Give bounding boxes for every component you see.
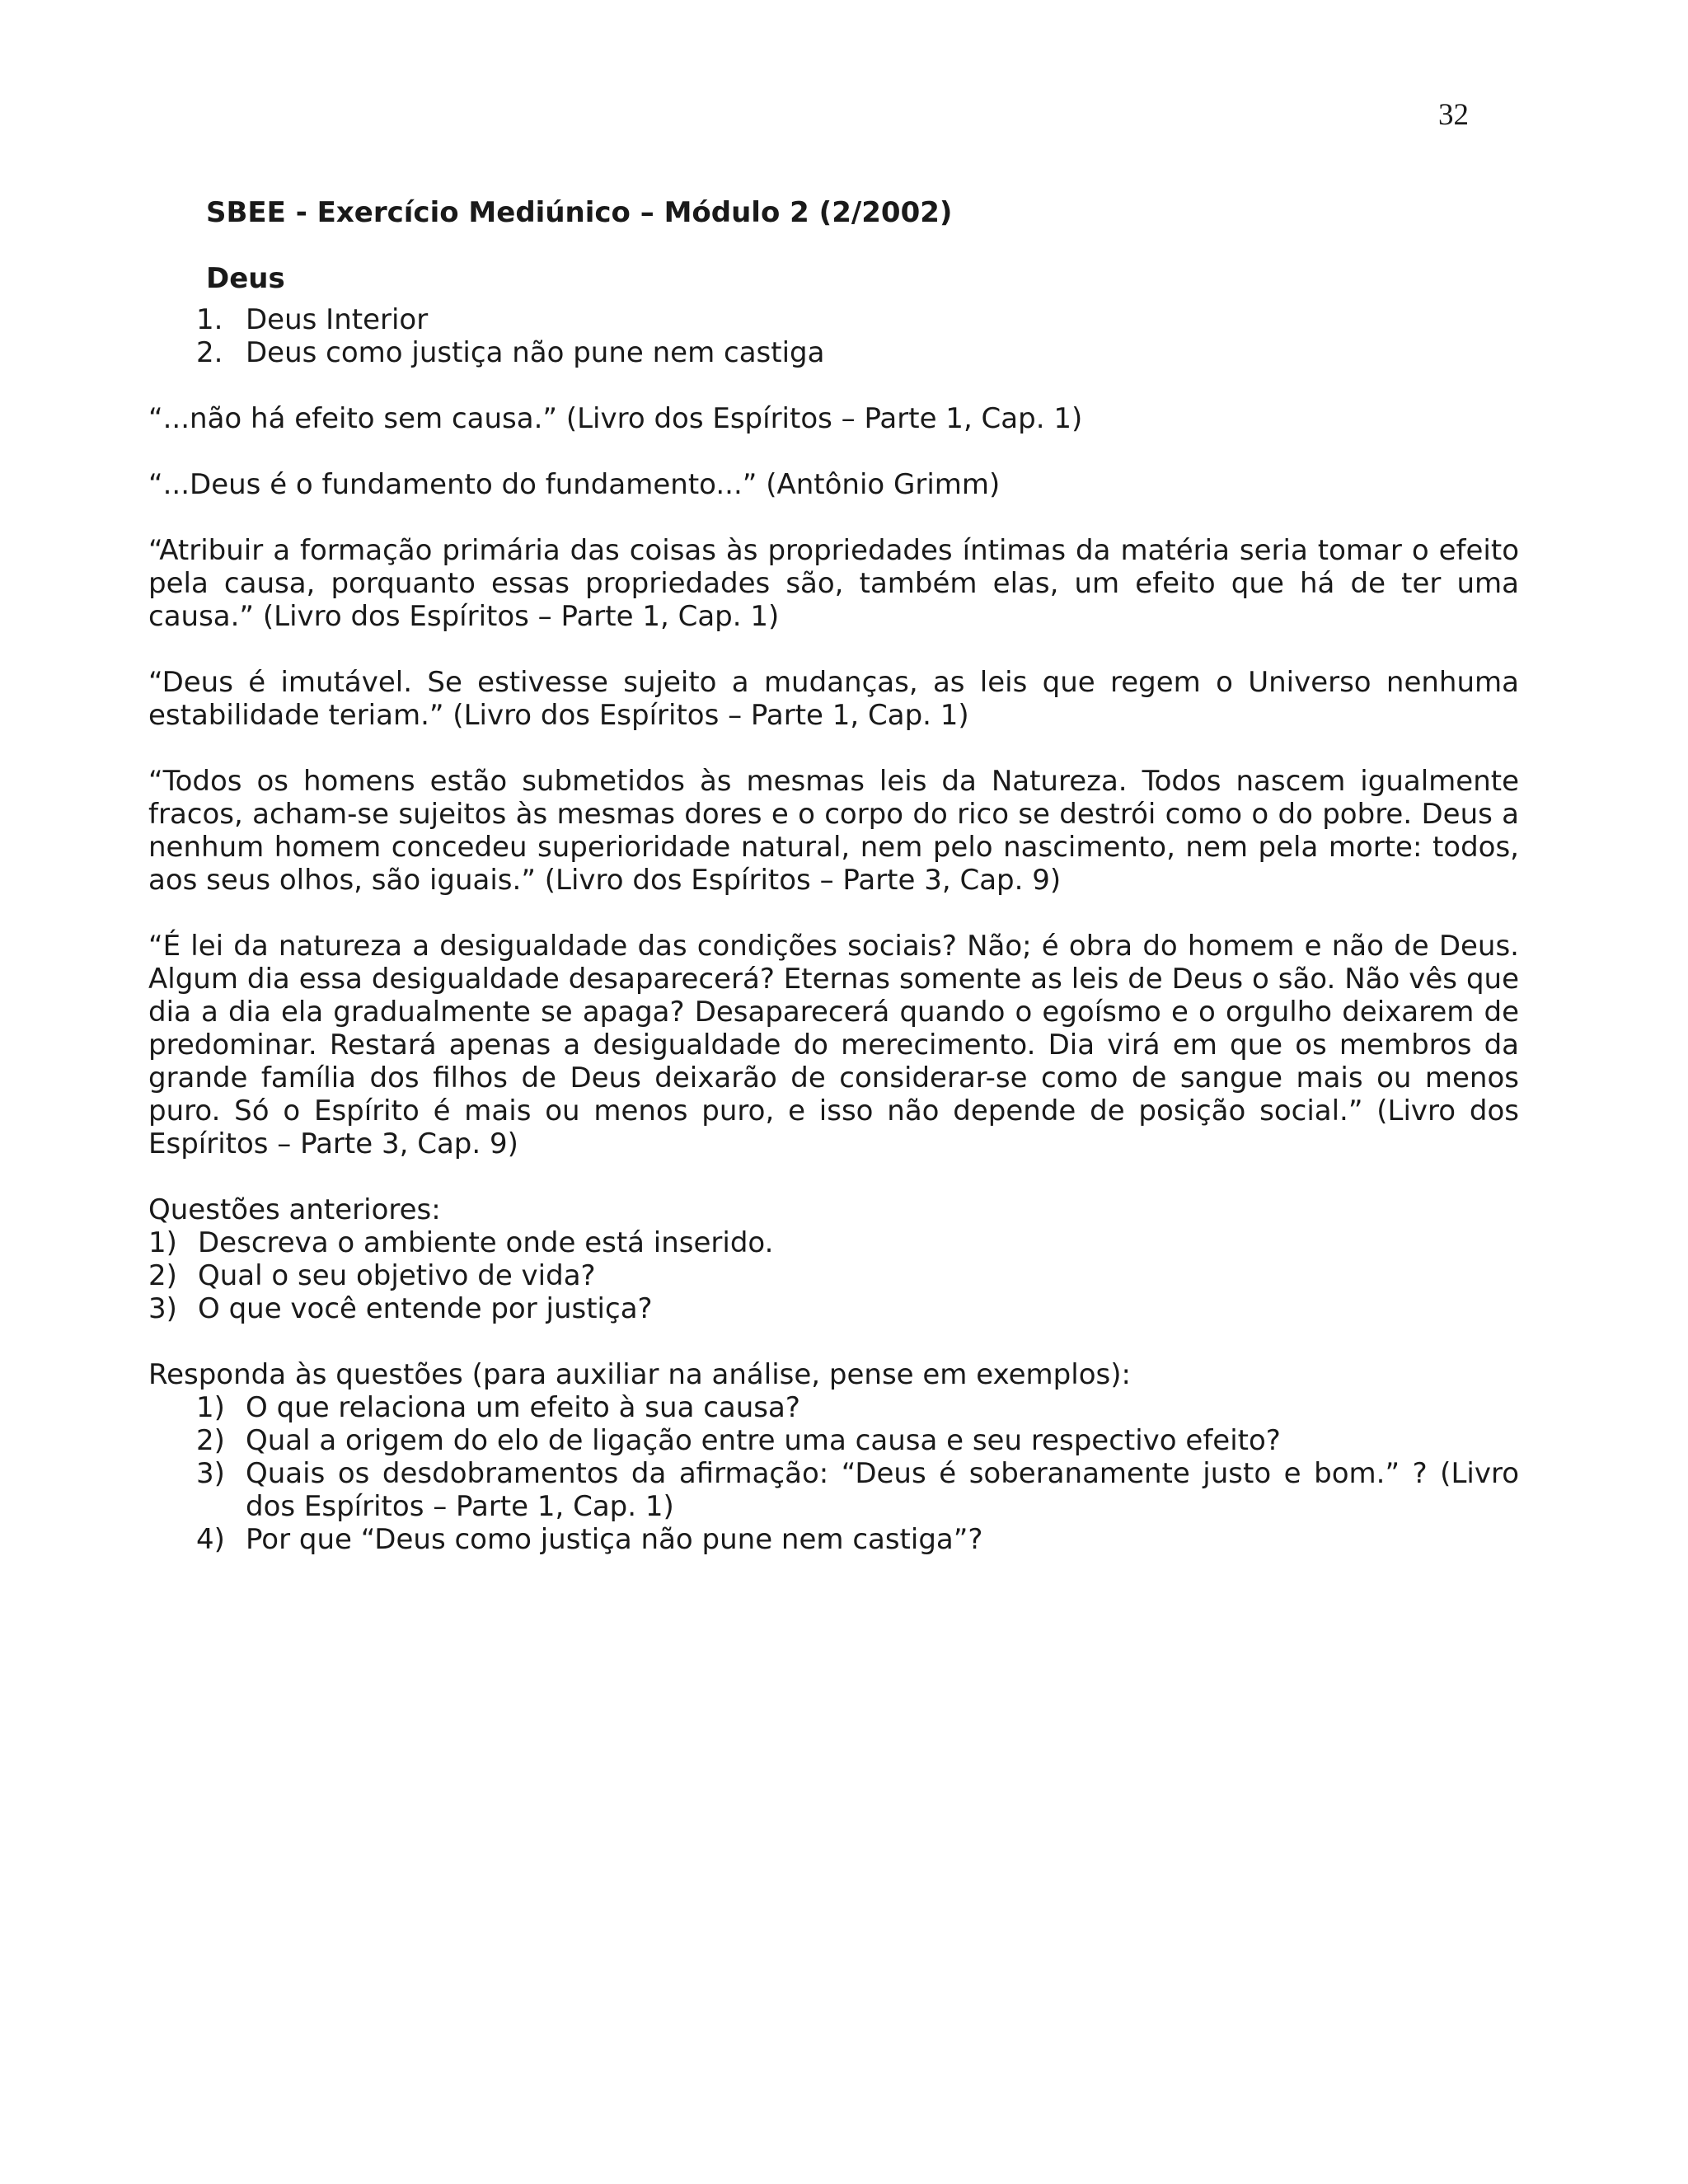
item-text: Por que “Deus como justiça não pune nem castiga”? (246, 1523, 983, 1556)
list-item (148, 1292, 1519, 1325)
item-text: Quais os desdobramentos da afirmação: “Deus é soberanamente justo e bom.” ? (Livro dos Espíritos – Parte 1, Cap. 1) (246, 1457, 1519, 1523)
item-text: O que você entende por justiça? (198, 1292, 653, 1325)
document-heading: SBEE - Exercício Mediúnico – Módulo 2 (2/2002) (206, 196, 953, 229)
answer-questions-label: Responda às questões (para auxiliar na análise, pense em exemplos): (148, 1358, 1131, 1391)
quote-paragraph: “...Deus é o fundamento do fundamento...” (Antônio Grimm) (148, 468, 1001, 501)
list-item (148, 336, 1519, 369)
list-item (148, 303, 1519, 336)
section-heading: Deus (206, 262, 285, 295)
item-number: 1. (196, 303, 223, 336)
item-text: O que relaciona um efeito à sua causa? (246, 1391, 800, 1424)
item-number: 1) (148, 1226, 177, 1259)
page-number: 32 (1438, 98, 1469, 132)
item-text: Qual a origem do elo de ligação entre uma causa e seu respectivo efeito? (246, 1424, 1281, 1457)
item-text: Deus Interior (246, 303, 429, 336)
list-item (148, 1259, 1519, 1292)
item-number: 2. (196, 336, 223, 369)
quote-paragraph: “Deus é imutável. Se estivesse sujeito a mudanças, as leis que regem o Universo nenhuma estabilidade teriam.” (Livro dos Espíritos – Parte 1, Cap. 1) (148, 666, 1519, 732)
list-item (148, 1226, 1519, 1259)
list-item (148, 1424, 1519, 1457)
item-number: 2) (148, 1259, 177, 1292)
previous-questions-list (148, 1226, 1519, 1325)
answer-questions-list (148, 1391, 1519, 1556)
list-item (148, 1523, 1519, 1556)
item-number: 4) (196, 1523, 225, 1556)
list-item (148, 1391, 1519, 1424)
item-text: Deus como justiça não pune nem castiga (246, 336, 825, 369)
item-text: Qual o seu objetivo de vida? (198, 1259, 596, 1292)
page-content (148, 196, 1519, 1556)
item-number: 3) (148, 1292, 177, 1325)
quote-paragraph: “Todos os homens estão submetidos às mesmas leis da Natureza. Todos nascem igualmente fracos, acham-se sujeitos às mesmas dores e o corpo do rico se destrói como o do pobre. Deus a nenhum homem concedeu superioridade natural, nem pelo nascimento, nem pela morte: todos, aos seus olhos, são iguais.” (Livro dos Espíritos – Parte 3, Cap. 9) (148, 765, 1519, 897)
item-number: 3) (196, 1457, 225, 1490)
quote-paragraph: “Atribuir a formação primária das coisas às propriedades íntimas da matéria seria tomar o efeito pela causa, porquanto essas propriedades são, também elas, um efeito que há de ter uma causa.” (Livro dos Espíritos – Parte 1, Cap. 1) (148, 534, 1519, 633)
quote-paragraph: “...não há efeito sem causa.” (Livro dos Espíritos – Parte 1, Cap. 1) (148, 402, 1083, 435)
quote-paragraph: “É lei da natureza a desigualdade das condições sociais? Não; é obra do homem e não de Deus. Algum dia essa desigualdade desaparecerá? Eternas somente as leis de Deus o são. Não vês que dia a dia ela gradualmente se apaga? Desaparecerá quando o egoísmo e o orgulho deixarem de predominar. Restará apenas a desigualdade do merecimento. Dia virá em que os membros da grande família dos filhos de Deus deixarão de considerar-se como de sangue mais ou menos puro. Só o Espírito é mais ou menos puro, e isso não depende de posição social.” (Livro dos Espíritos – Parte 3, Cap. 9) (148, 930, 1519, 1160)
item-number: 2) (196, 1424, 225, 1457)
item-text: Descreva o ambiente onde está inserido. (198, 1226, 774, 1259)
topic-list (148, 303, 1519, 369)
previous-questions-label: Questões anteriores: (148, 1193, 441, 1226)
list-item (148, 1457, 1519, 1523)
item-number: 1) (196, 1391, 225, 1424)
